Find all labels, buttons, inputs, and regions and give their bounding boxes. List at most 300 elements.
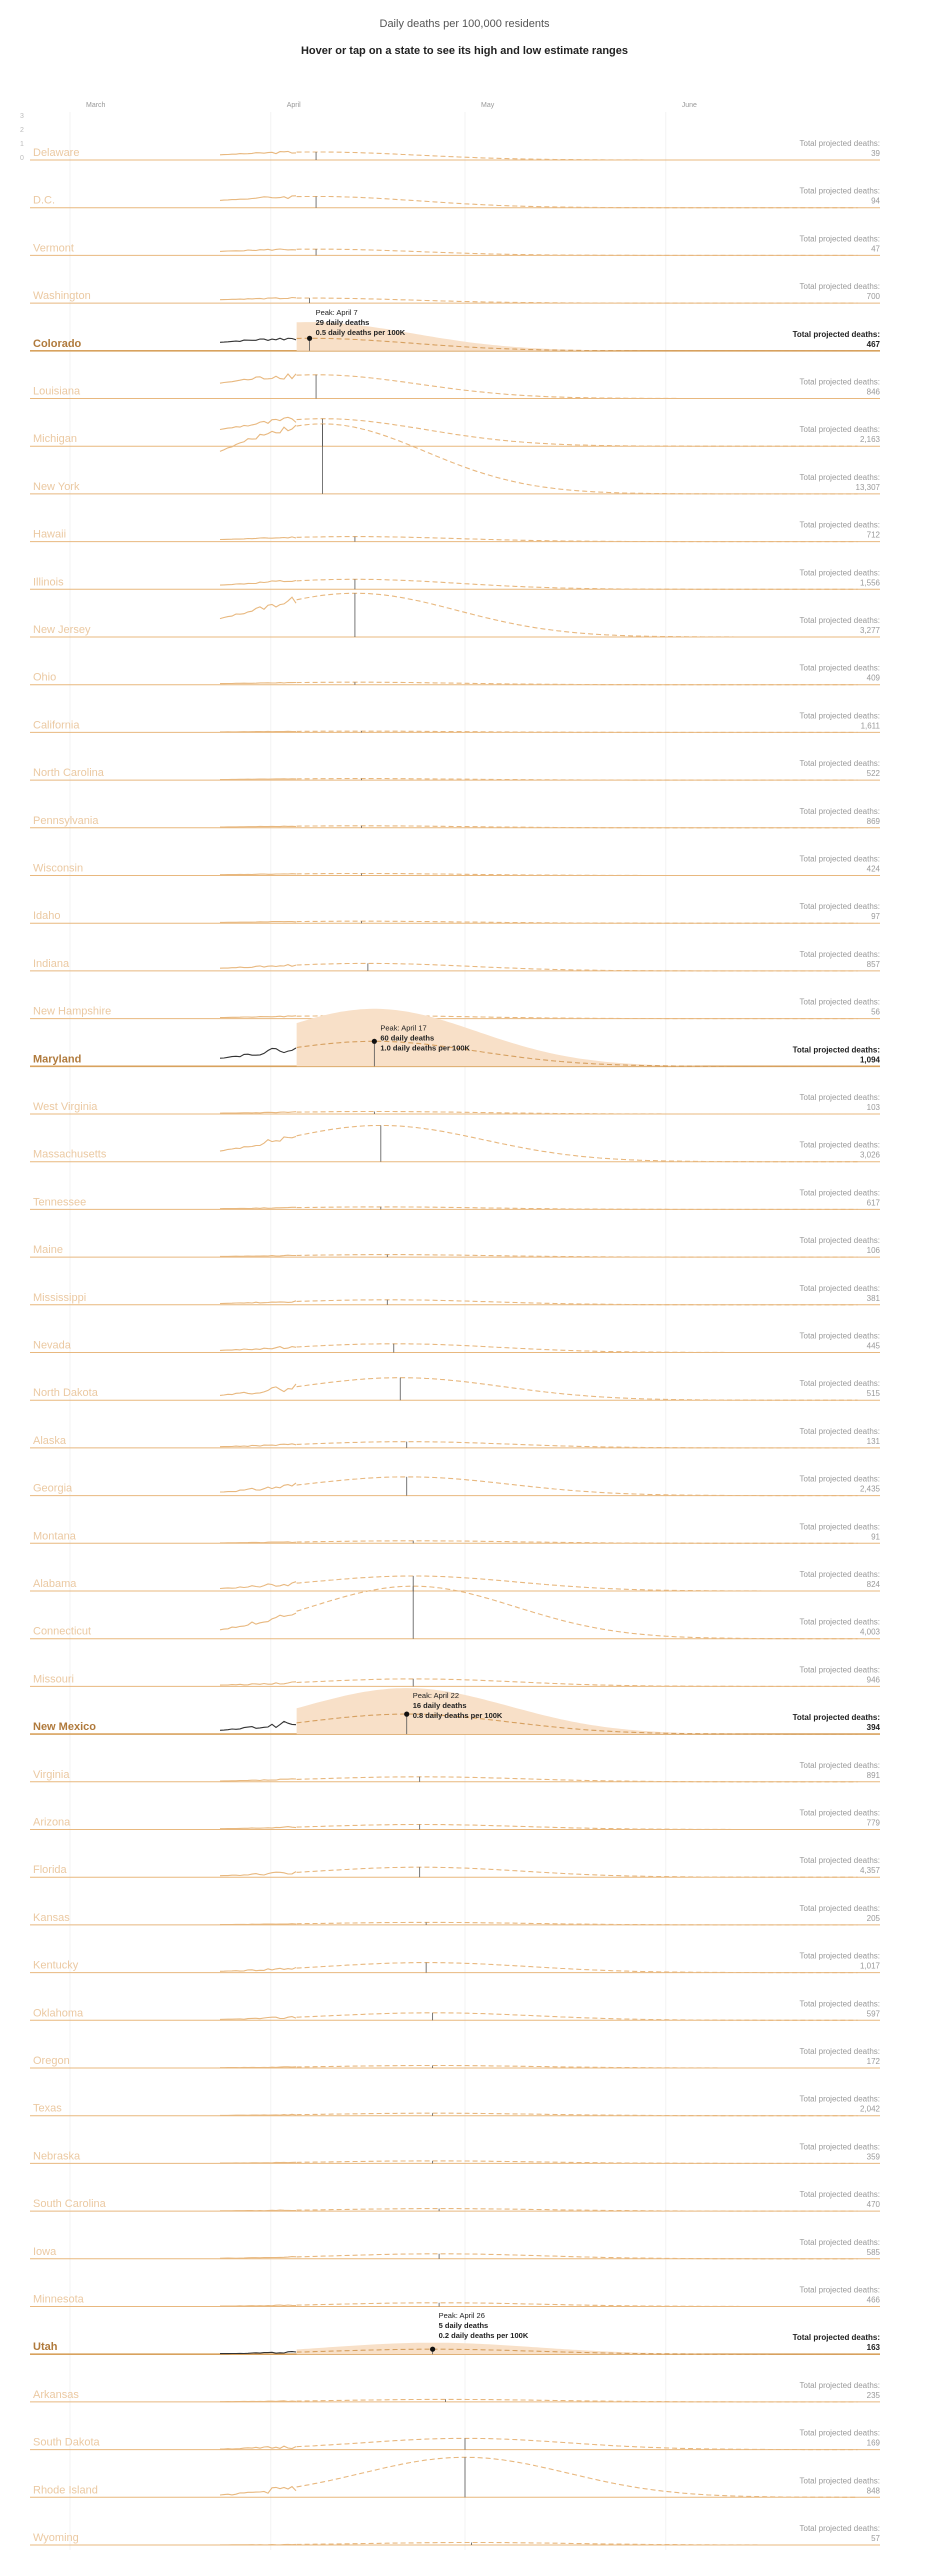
reported-line: [220, 1384, 296, 1395]
projected-line: [297, 579, 858, 589]
state-row-new-hampshire[interactable]: [30, 998, 881, 1019]
total-value: 131: [866, 1436, 880, 1446]
reported-line: [220, 1827, 296, 1829]
reported-line: [220, 2257, 296, 2259]
total-value: 515: [866, 1389, 880, 1399]
state-name: Pennsylvania: [33, 814, 99, 827]
state-name: Rhode Island: [33, 2484, 98, 2497]
total-value: 946: [866, 1675, 880, 1685]
total-value: 467: [866, 339, 880, 349]
reported-line: [220, 298, 296, 300]
reported-line: [220, 537, 296, 540]
total-value: 235: [866, 2390, 880, 2400]
reported-line: [220, 1347, 296, 1351]
state-name: Iowa: [33, 2245, 57, 2258]
projected-line: [297, 1825, 858, 1830]
reported-line: [220, 1301, 296, 1304]
state-row-oregon[interactable]: [30, 2047, 881, 2068]
state-name: Vermont: [33, 242, 74, 255]
total-value: 106: [866, 1246, 880, 1256]
state-name: Virginia: [33, 1768, 70, 1781]
total-label: Total projected deaths:: [799, 139, 880, 148]
projected-line: [297, 537, 858, 542]
projected-line: [297, 1378, 858, 1401]
total-label: Total projected deaths:: [799, 377, 880, 387]
state-name: Ohio: [33, 671, 57, 684]
state-name: Minnesota: [33, 2293, 84, 2306]
reported-line: [220, 597, 296, 618]
peak-annotation-line: 0.5 daily deaths per 100K: [315, 327, 406, 337]
peak-annotation-line: 16 daily deaths: [412, 1701, 467, 1711]
state-name: Tennessee: [33, 1196, 87, 1209]
peak-annotation-line: 29 daily deaths: [315, 317, 370, 327]
total-label: Total projected deaths:: [792, 329, 880, 339]
total-label: Total projected deaths:: [799, 711, 880, 721]
state-name: Idaho: [33, 910, 61, 923]
state-row-alaska[interactable]: [30, 1427, 881, 1448]
total-label: Total projected deaths:: [799, 854, 880, 864]
total-label: Total projected deaths:: [799, 2142, 880, 2152]
total-label: Total projected deaths:: [799, 472, 880, 482]
total-value: 409: [866, 673, 880, 683]
state-row-west-virginia[interactable]: [30, 1093, 881, 1114]
state-row-south-carolina[interactable]: [30, 2190, 881, 2211]
reported-line: [220, 2210, 296, 2211]
month-label-may: May: [481, 102, 495, 109]
peak-annotation-line: Peak: April 26: [438, 2311, 485, 2321]
state-row-florida[interactable]: [30, 1856, 881, 1877]
reported-line: [220, 1444, 296, 1447]
state-name: Maryland: [33, 1053, 82, 1066]
reported-line: [220, 683, 296, 684]
state-row-rhode-island[interactable]: [30, 2457, 881, 2497]
reported-line: [220, 249, 296, 251]
total-value: 846: [866, 387, 880, 397]
state-row-tennessee[interactable]: [30, 1188, 881, 1209]
state-name: Arkansas: [33, 2388, 79, 2401]
total-label: Total projected deaths:: [799, 1808, 880, 1818]
peak-annotation-line: 0.8 daily deaths per 100K: [412, 1711, 503, 1721]
total-label: Total projected deaths:: [799, 1331, 880, 1341]
month-label-march: March: [86, 102, 106, 109]
state-name: Nevada: [33, 1339, 71, 1352]
projected-line: [297, 298, 858, 303]
state-name: Wyoming: [33, 2532, 79, 2544]
total-value: 1,017: [859, 1961, 880, 1971]
projected-line: [297, 1963, 858, 1973]
state-row-georgia[interactable]: [30, 1475, 881, 1496]
state-name: Utah: [33, 2341, 58, 2354]
state-row-new-mexico[interactable]: [30, 1688, 881, 1734]
reported-line: [220, 338, 296, 342]
projected-line: [297, 963, 858, 971]
state-name: Maine: [33, 1244, 63, 1257]
reported-line: [220, 1255, 296, 1256]
peak-annotation-line: Peak: April 22: [412, 1691, 460, 1701]
state-row-michigan[interactable]: [30, 417, 881, 446]
projected-line: [297, 249, 858, 255]
total-label: Total projected deaths:: [799, 2380, 880, 2390]
projected-line: [297, 1477, 858, 1496]
total-value: 424: [866, 864, 880, 874]
total-label: Total projected deaths:: [799, 425, 880, 435]
total-label: Total projected deaths:: [799, 1093, 880, 1102]
peak-marker-dot: [404, 1712, 409, 1717]
state-name: Colorado: [33, 337, 82, 350]
reported-line: [220, 2446, 296, 2449]
reported-line: [220, 1016, 296, 1018]
reported-line: [220, 1721, 296, 1730]
projected-line: [297, 2457, 858, 2497]
total-label: Total projected deaths:: [799, 949, 880, 959]
state-name: Massachusetts: [33, 1148, 107, 1161]
total-label: Total projected deaths:: [799, 1236, 880, 1246]
projected-line: [297, 424, 858, 494]
reported-line: [220, 2017, 296, 2020]
total-label: Total projected deaths:: [799, 1665, 880, 1675]
total-value: 3,026: [859, 1150, 880, 1160]
peak-marker-dot: [307, 336, 312, 341]
projected-line: [297, 1777, 858, 1782]
projected-line: [297, 375, 858, 399]
reported-line: [220, 965, 296, 969]
state-row-wisconsin[interactable]: [30, 855, 881, 876]
state-name: New Mexico: [33, 1721, 96, 1734]
total-value: 597: [866, 2009, 880, 2019]
state-name: Oklahoma: [33, 2007, 84, 2020]
state-name: Wisconsin: [33, 862, 84, 875]
reported-line: [220, 779, 296, 780]
total-label: Total projected deaths:: [799, 663, 880, 673]
reported-line: [220, 731, 296, 732]
total-value: 891: [866, 1770, 880, 1780]
total-value: 2,163: [859, 435, 880, 445]
state-row-iowa[interactable]: [30, 2238, 881, 2259]
state-name: Illinois: [33, 576, 64, 589]
total-label: Total projected deaths:: [799, 2476, 880, 2486]
state-name: D.C.: [33, 194, 55, 207]
total-label: Total projected deaths:: [799, 186, 880, 196]
total-label: Total projected deaths:: [799, 2237, 880, 2247]
y-tick-label: 1: [20, 141, 24, 148]
state-name: West Virginia: [33, 1101, 98, 1113]
state-name: New York: [33, 480, 80, 493]
total-value: 359: [866, 2152, 880, 2162]
reported-line: [220, 581, 296, 586]
y-tick-label: 3: [20, 113, 24, 120]
state-row-d-c-[interactable]: [30, 187, 881, 208]
state-row-ohio[interactable]: [30, 664, 881, 685]
state-row-arkansas[interactable]: [30, 2381, 881, 2402]
state-name: New Jersey: [33, 624, 91, 636]
projected-line: [297, 2013, 858, 2021]
state-row-missouri[interactable]: [30, 1665, 881, 1686]
reported-line: [220, 922, 296, 923]
state-name: Arizona: [33, 1816, 71, 1829]
reported-line: [220, 874, 296, 875]
total-label: Total projected deaths:: [799, 902, 880, 912]
total-label: Total projected deaths:: [799, 806, 880, 816]
total-value: 712: [866, 530, 880, 540]
chart-instruction: Hover or tap on a state to see its high and low estimate ranges: [300, 45, 629, 57]
total-value: 172: [866, 2057, 880, 2066]
projected-line: [297, 1867, 858, 1877]
total-value: 56: [871, 1007, 880, 1017]
state-name: Texas: [33, 2102, 62, 2115]
reported-line: [220, 1968, 296, 1972]
reported-line: [220, 2114, 296, 2115]
total-label: Total projected deaths:: [799, 2094, 880, 2104]
total-value: 779: [866, 1818, 880, 1828]
projected-line: [297, 419, 858, 447]
state-row-texas[interactable]: [30, 2095, 881, 2116]
state-row-nevada[interactable]: [30, 1332, 881, 1353]
reported-line: [220, 425, 296, 451]
state-name: Montana: [33, 1530, 76, 1543]
peak-annotation-line: 0.2 daily deaths per 100K: [438, 2331, 529, 2341]
peak-annotation-line: 60 daily deaths: [380, 1033, 435, 1043]
total-value: 466: [866, 2295, 880, 2305]
projected-line: [297, 1442, 858, 1448]
reported-line: [220, 2305, 296, 2306]
state-name: Michigan: [33, 433, 78, 446]
total-value: 4,357: [859, 1866, 880, 1876]
state-name: Missouri: [33, 1673, 74, 1686]
state-row-oklahoma[interactable]: [30, 1999, 881, 2020]
state-row-north-dakota[interactable]: [30, 1378, 881, 1401]
reported-line: [220, 1207, 296, 1208]
state-row-colorado[interactable]: [30, 308, 881, 351]
projected-line: [297, 152, 858, 160]
total-value: 585: [866, 2247, 880, 2257]
projected-line: [297, 1576, 858, 1591]
total-label: Total projected deaths:: [799, 1283, 880, 1293]
state-row-south-dakota[interactable]: [30, 2429, 881, 2450]
reported-line: [220, 1924, 296, 1925]
total-value: 4,003: [859, 1627, 880, 1637]
projected-line: [297, 1679, 858, 1687]
state-row-louisiana[interactable]: [30, 374, 881, 399]
total-label: Total projected deaths:: [792, 1045, 880, 1055]
reported-line: [220, 1582, 296, 1589]
total-value: 848: [866, 2486, 880, 2496]
total-value: 857: [866, 959, 880, 969]
total-value: 13,307: [855, 482, 880, 492]
total-label: Total projected deaths:: [799, 1522, 880, 1532]
total-label: Total projected deaths:: [799, 1760, 880, 1770]
total-label: Total projected deaths:: [799, 2285, 880, 2295]
state-row-minnesota[interactable]: [30, 2286, 881, 2307]
state-name: Hawaii: [33, 528, 67, 541]
state-row-illinois[interactable]: [30, 568, 881, 589]
state-name: Indiana: [33, 957, 70, 970]
peak-annotation-line: Peak: April 17: [380, 1023, 427, 1033]
total-label: Total projected deaths:: [799, 520, 880, 530]
state-row-virginia[interactable]: [30, 1761, 881, 1782]
peak-annotation-line: 1.0 daily deaths per 100K: [380, 1043, 470, 1053]
state-row-kentucky[interactable]: [30, 1952, 881, 1973]
reported-line: [220, 151, 296, 154]
total-value: 869: [866, 816, 880, 826]
total-value: 3,277: [859, 626, 880, 635]
total-value: 39: [871, 149, 880, 158]
total-label: Total projected deaths:: [799, 2428, 880, 2438]
total-label: Total projected deaths:: [799, 568, 880, 578]
state-row-new-york[interactable]: [30, 424, 881, 494]
total-value: 1,556: [859, 578, 880, 588]
total-label: Total projected deaths:: [799, 2047, 880, 2056]
reported-line: [220, 196, 296, 201]
total-label: Total projected deaths:: [799, 1999, 880, 2009]
total-value: 824: [866, 1580, 880, 1589]
projected-line: [297, 1344, 858, 1353]
state-name: South Carolina: [33, 2198, 106, 2211]
state-name: Alabama: [33, 1578, 77, 1590]
peak-annotation-line: Peak: April 7: [315, 307, 358, 317]
total-label: Total projected deaths:: [799, 1474, 880, 1484]
total-value: 97: [871, 912, 880, 922]
reported-line: [220, 1872, 296, 1876]
state-row-north-carolina[interactable]: [30, 759, 881, 780]
state-row-alabama[interactable]: [30, 1570, 881, 1591]
total-label: Total projected deaths:: [792, 1713, 880, 1723]
reported-line: [220, 1483, 296, 1492]
y-tick-label: 2: [20, 127, 24, 134]
total-value: 394: [866, 1723, 880, 1733]
state-row-wyoming[interactable]: [30, 2524, 881, 2545]
state-row-kansas[interactable]: [30, 1904, 881, 1925]
total-value: 381: [866, 1293, 880, 1303]
total-value: 1,094: [859, 1055, 880, 1065]
projected-line: [297, 2438, 858, 2449]
state-name: North Dakota: [33, 1387, 98, 1400]
reported-line: [220, 2487, 296, 2495]
state-row-massachusetts[interactable]: [30, 1125, 881, 1161]
total-value: 445: [866, 1341, 880, 1351]
state-row-delaware[interactable]: [30, 139, 881, 160]
state-name: Alaska: [33, 1434, 67, 1447]
total-value: 94: [871, 196, 880, 206]
reported-line: [220, 2544, 296, 2545]
state-row-indiana[interactable]: [30, 950, 881, 971]
total-label: Total projected deaths:: [799, 1188, 880, 1198]
projected-line: [297, 1586, 858, 1639]
total-value: 91: [871, 1532, 880, 1542]
state-row-new-jersey[interactable]: [30, 593, 881, 637]
state-name: Mississippi: [33, 1291, 87, 1304]
state-row-arizona[interactable]: [30, 1809, 881, 1830]
month-label-june: June: [681, 102, 697, 109]
total-label: Total projected deaths:: [799, 2190, 880, 2200]
state-name: South Dakota: [33, 2436, 100, 2449]
state-row-nebraska[interactable]: [30, 2142, 881, 2163]
state-row-mississippi[interactable]: [30, 1284, 881, 1305]
reported-line: [220, 1112, 296, 1114]
total-label: Total projected deaths:: [799, 1426, 880, 1436]
total-value: 2,435: [859, 1484, 880, 1494]
state-row-utah[interactable]: [30, 2311, 881, 2354]
state-row-california[interactable]: [30, 711, 881, 732]
state-name: North Carolina: [33, 767, 104, 780]
state-name: Washington: [33, 290, 91, 303]
state-row-montana[interactable]: [30, 1522, 881, 1543]
total-value: 47: [871, 244, 880, 254]
state-row-connecticut[interactable]: [30, 1586, 881, 1639]
state-name: Kansas: [33, 1911, 70, 1924]
total-label: Total projected deaths:: [799, 997, 880, 1007]
state-name: Nebraska: [33, 2150, 81, 2163]
state-name: Georgia: [33, 1482, 73, 1495]
state-name: Connecticut: [33, 1625, 92, 1638]
total-label: Total projected deaths:: [799, 2524, 880, 2533]
state-row-maine[interactable]: [30, 1236, 881, 1257]
reported-line: [220, 374, 296, 383]
total-label: Total projected deaths:: [799, 616, 880, 625]
state-row-hawaii[interactable]: [30, 521, 881, 542]
reported-line: [220, 1137, 296, 1152]
state-row-idaho[interactable]: [30, 902, 881, 923]
peak-annotation-line: 5 daily deaths: [438, 2321, 489, 2331]
total-label: Total projected deaths:: [799, 1617, 880, 1627]
projected-line: [297, 593, 858, 637]
state-name: Kentucky: [33, 1959, 79, 1972]
total-value: 617: [866, 1198, 880, 1208]
total-value: 163: [866, 2343, 880, 2353]
projected-line: [297, 197, 858, 208]
reported-line: [220, 1682, 296, 1685]
estimate-range-band: [297, 1688, 860, 1734]
reported-line: [220, 1613, 296, 1630]
total-label: Total projected deaths:: [799, 282, 880, 292]
reported-line: [220, 826, 296, 827]
reported-line: [220, 2352, 296, 2354]
total-label: Total projected deaths:: [799, 759, 880, 769]
total-value: 103: [866, 1103, 880, 1112]
total-label: Total projected deaths:: [799, 1951, 880, 1961]
total-label: Total projected deaths:: [799, 1379, 880, 1389]
reported-line: [220, 1542, 296, 1543]
peak-marker-dot: [430, 2347, 435, 2352]
total-value: 205: [866, 1913, 880, 1923]
state-row-vermont[interactable]: [30, 234, 881, 255]
reported-line: [220, 2162, 296, 2163]
y-tick-label: 0: [20, 155, 24, 162]
state-name: Oregon: [33, 2055, 70, 2067]
total-value: 700: [866, 292, 880, 302]
state-name: California: [33, 719, 80, 732]
total-value: 1,611: [860, 721, 880, 731]
state-name: New Hampshire: [33, 1005, 112, 1018]
month-label-april: April: [286, 102, 301, 109]
state-row-washington[interactable]: [30, 282, 881, 303]
state-row-pennsylvania[interactable]: [30, 807, 881, 828]
projected-line: [297, 1300, 858, 1305]
state-row-maryland[interactable]: [30, 1009, 881, 1067]
reported-line: [220, 1779, 296, 1781]
total-label: Total projected deaths:: [792, 2333, 880, 2343]
total-value: 470: [866, 2200, 880, 2210]
state-name: Florida: [33, 1864, 67, 1877]
total-label: Total projected deaths:: [799, 1140, 880, 1150]
total-label: Total projected deaths:: [799, 234, 880, 244]
projected-line: [297, 2254, 858, 2259]
projected-line: [297, 2303, 858, 2307]
total-label: Total projected deaths:: [799, 1856, 880, 1866]
peak-marker-dot: [372, 1039, 377, 1044]
total-label: Total projected deaths:: [799, 1903, 880, 1913]
total-value: 2,042: [859, 2104, 880, 2114]
reported-line: [220, 1048, 296, 1058]
